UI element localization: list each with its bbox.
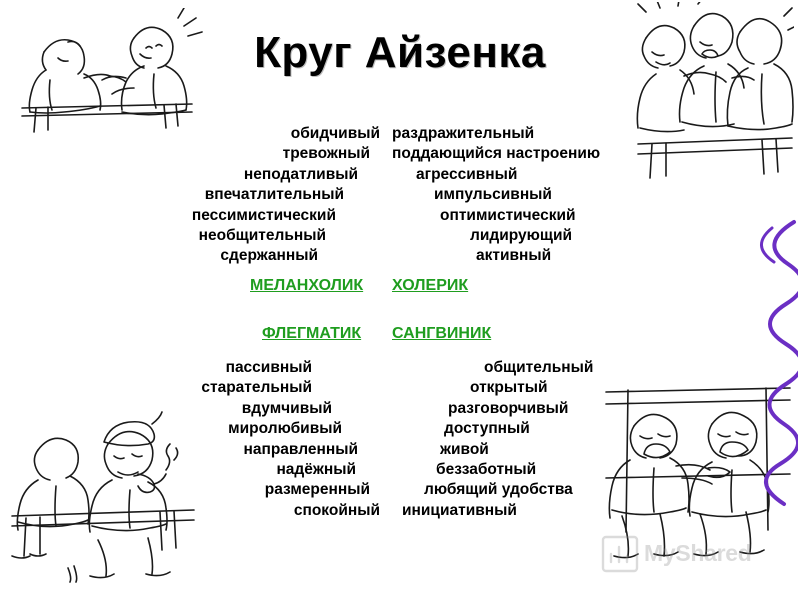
trait: необщительный <box>198 226 326 244</box>
trait: лидирующий <box>470 226 572 244</box>
trait: пессимистический <box>191 206 336 224</box>
trait: направленный <box>243 440 358 458</box>
trait: надёжный <box>276 460 356 478</box>
sanguine-traits <box>392 358 692 521</box>
phlegmatic-traits <box>100 358 380 521</box>
trait: разговорчивый <box>448 399 569 417</box>
trait: старательный <box>201 379 312 397</box>
trait: агрессивный <box>416 165 518 183</box>
type-label-choleric: ХОЛЕРИК <box>392 277 469 294</box>
trait: размеренный <box>264 481 370 499</box>
trait: вдумчивый <box>241 399 332 417</box>
trait: общительный <box>484 359 594 376</box>
trait: доступный <box>444 420 530 438</box>
trait: спокойный <box>293 501 380 519</box>
trait: тревожный <box>282 145 370 163</box>
page-title: Круг Айзенка <box>254 28 546 77</box>
trait: оптимистический <box>440 206 576 224</box>
trait: миролюбивый <box>228 420 342 438</box>
trait: сдержанный <box>220 247 318 265</box>
trait: инициативный <box>402 501 517 519</box>
type-label-phlegmatic: ФЛЕГМАТИК <box>262 325 362 342</box>
type-label-melancholic: МЕЛАНХОЛИК <box>250 277 364 294</box>
trait: впечатлительный <box>204 186 344 204</box>
trait: неподатливый <box>243 165 358 183</box>
trait: активный <box>476 247 552 265</box>
decorative-squiggle <box>742 218 798 518</box>
watermark <box>600 534 790 578</box>
trait: пассивный <box>225 359 312 376</box>
trait: любящий удобства <box>424 481 573 499</box>
chart-icon <box>600 534 640 574</box>
trait: поддающийся настроению <box>392 145 601 163</box>
trait: обидчивый <box>290 125 380 142</box>
choleric-traits <box>392 124 692 267</box>
watermark-text: MyShared <box>644 540 752 566</box>
trait: импульсивный <box>434 186 552 204</box>
trait: раздражительный <box>392 125 535 142</box>
melancholic-traits <box>140 124 380 267</box>
trait: живой <box>440 440 489 458</box>
trait: беззаботный <box>436 460 537 478</box>
type-label-sanguine: САНГВИНИК <box>392 325 492 342</box>
trait: открытый <box>470 379 548 397</box>
two-men-arguing-on-bench-top-left <box>14 8 204 133</box>
